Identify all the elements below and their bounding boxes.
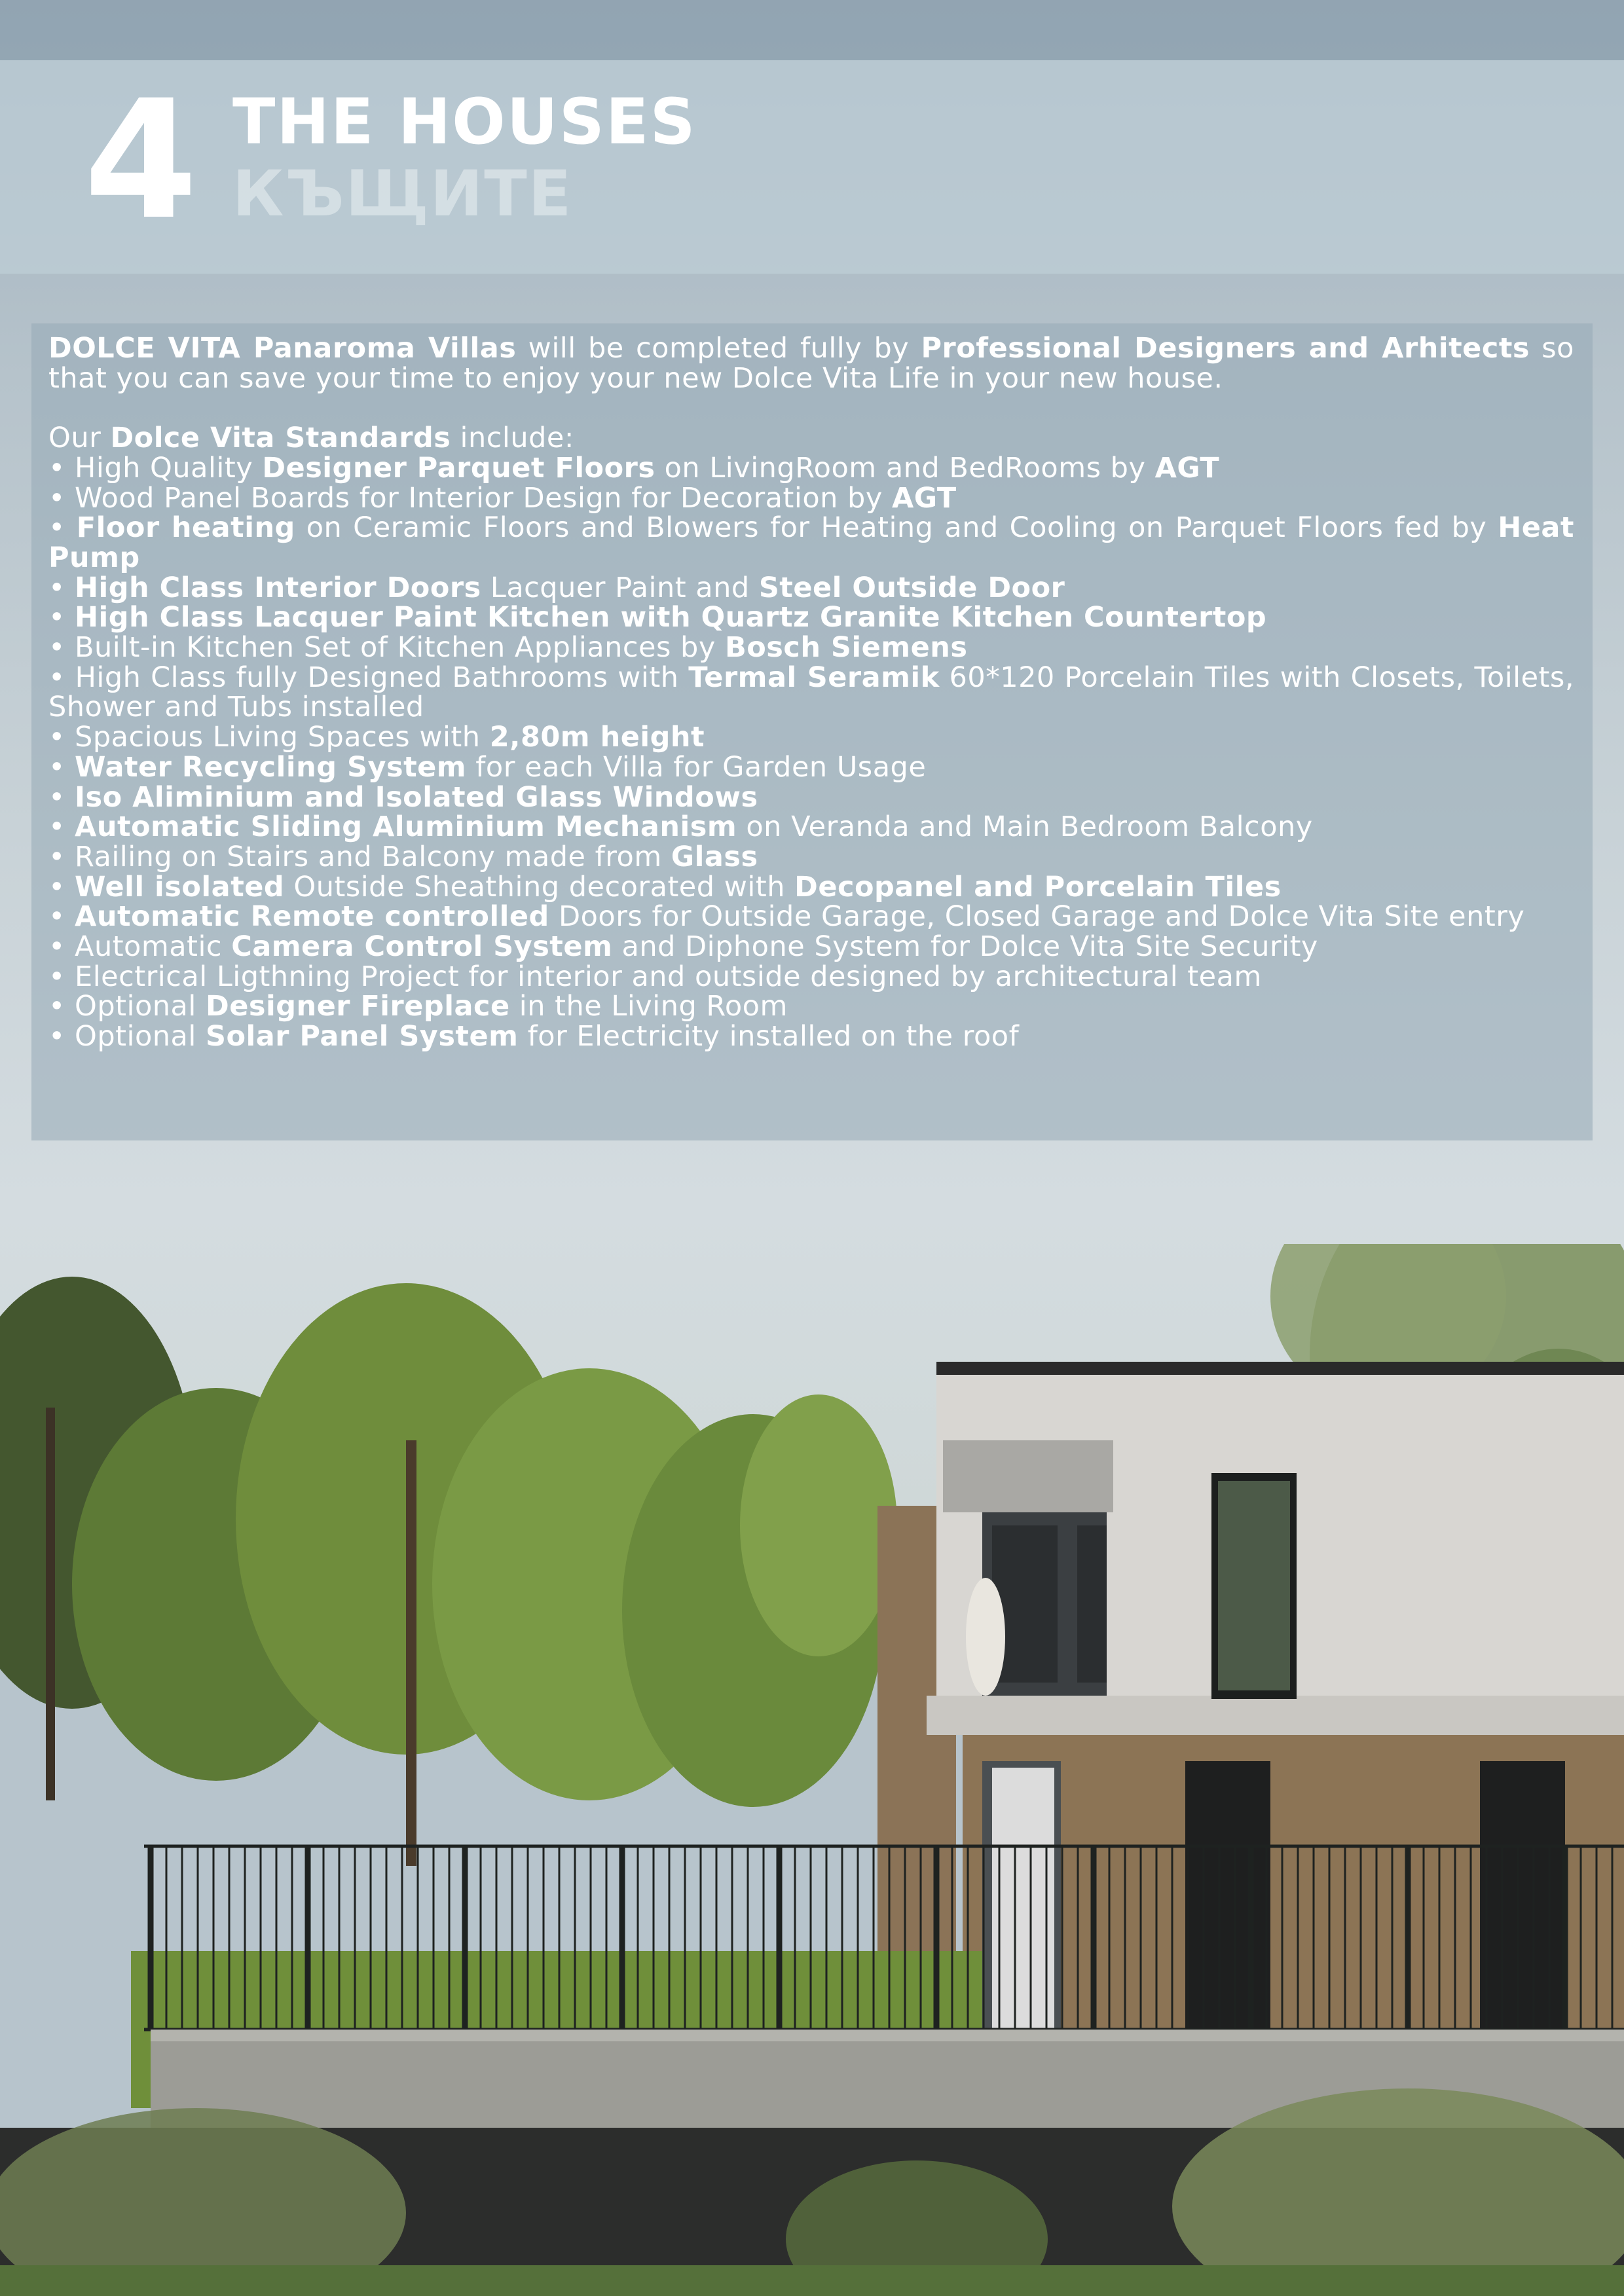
list-item-text: on LivingRoom and BedRooms by [655,451,1155,484]
list-item-bold: Designer Fireplace [206,990,510,1023]
list-item-text: • [48,900,75,934]
list-item [48,932,1574,962]
list-item-text: • Railing on Stairs and Balcony made from [48,840,671,873]
title-bulgarian: КЪЩИТЕ [232,157,573,230]
list-item [48,780,1574,814]
list-item [48,750,1574,784]
list-item-text: • [48,571,75,604]
standards-lead: Our [48,422,111,455]
list-item [48,723,1574,753]
list-item [48,812,1574,843]
list-item-text: • Wood Panel Boards for Interior Design for Decoration by [48,481,892,515]
list-item-text: • High Quality [48,451,263,484]
list-item-bold: Water Recycling System [75,750,467,784]
list-item-text: • Optional [48,1020,206,1053]
standards-list [48,451,1574,1053]
list-item-text: • [48,780,75,814]
list-item-bold: Solar Panel System [206,1020,519,1053]
text-body [48,334,1574,1052]
list-item-text: 60*120 Porcelain Tiles with Closets, Toilets, Shower and Tubs installed [48,661,1574,724]
list-item-bold: AGT [1154,451,1220,484]
list-item-text: • Built-in Kitchen Set of Kitchen Appliances by [48,631,725,665]
villa-render-illustration [0,1244,1624,2296]
list-item-text: • Optional [48,990,206,1023]
list-item-text: for each Villa for Garden Usage [466,750,927,784]
list-item-text: • [48,601,75,634]
list-item [48,513,1574,573]
list-item [48,571,1574,604]
list-item-text: Outside Sheathing decorated with [284,870,795,903]
trees-left [0,1277,897,1866]
list-item-text: for Electricity installed on the roof [518,1020,1020,1053]
standards-heading [48,424,1574,454]
title-english: THE HOUSES [232,85,697,158]
list-item [48,1022,1574,1052]
list-item-text: • [48,870,75,903]
list-item-text: Doors for Outside Garage, Closed Garage and Dolce Vita Site entry [549,900,1525,934]
chapter-number: 4 [84,65,194,255]
list-item-text: • High Class fully Designed Bathrooms with [48,661,689,694]
list-item [48,633,1574,663]
intro-paragraph [48,334,1574,393]
list-item-bold: High Class Lacquer Paint Kitchen with Quartz Granite Kitchen Countertop [75,601,1267,634]
list-item-bold: Designer Parquet Floors [262,451,655,484]
list-item [48,663,1574,723]
list-item [48,992,1574,1022]
list-item-text: • [48,811,75,844]
intro-text-2: so that you can save your time to enjoy your new Dolce Vita Life in your new house. [48,332,1574,395]
standards-name: Dolce Vita Standards [110,422,451,455]
intro-designers: Professional Designers and Arhitects [921,332,1530,365]
list-item-bold: Iso Aliminium and Isolated Glass Windows [75,780,758,814]
intro-text-1: will be completed fully by [516,332,921,365]
list-item-text: • [48,511,77,545]
list-item-text: Lacquer Paint and [481,571,759,604]
list-item-text: and Diphone System for Dolce Vita Site Security [612,930,1318,964]
list-item-bold: Bosch Siemens [724,631,968,665]
intro-brand: DOLCE VITA Panaroma Villas [48,332,517,365]
list-item-bold: Glass [671,840,758,873]
list-item-bold: AGT [891,481,957,515]
list-item [48,870,1574,903]
list-item-text: • Automatic [48,930,232,964]
list-item [48,603,1574,633]
list-item-bold: Heat Pump [48,511,1574,574]
list-item-text: on Veranda and Main Bedroom Balcony [737,811,1313,844]
list-item-text: in the Living Room [509,990,788,1023]
list-item-bold: 2,80m height [489,721,705,754]
list-item-text: • Electrical Ligthning Project for interior and outside designed by architectural team [48,960,1262,993]
list-item [48,962,1574,993]
list-item-bold: Camera Control System [231,930,613,964]
list-item-bold: Floor heating [76,511,295,545]
list-item-bold: Automatic Sliding Aluminium Mechanism [75,811,737,844]
list-item [48,902,1574,932]
list-item-text: • Spacious Living Spaces with [48,721,490,754]
list-item-bold: Decopanel and Porcelain Tiles [794,870,1282,903]
standards-tail: include: [451,422,574,455]
list-item-bold: High Class Interior Doors [75,571,481,604]
list-item-bold: Automatic Remote controlled [75,900,549,934]
top-strip [0,0,1624,60]
list-item [48,451,1574,484]
list-item-text: • [48,750,75,784]
list-item-bold: Well isolated [75,870,285,903]
list-item-bold: Termal Seramik [688,661,940,694]
list-item [48,481,1574,515]
list-item [48,840,1574,873]
list-item-text: on Ceramic Floors and Blowers for Heating and Cooling on Parquet Floors fed by [295,511,1498,545]
list-item-bold: Steel Outside Door [758,571,1065,604]
paragraph-spacer [48,393,1574,424]
